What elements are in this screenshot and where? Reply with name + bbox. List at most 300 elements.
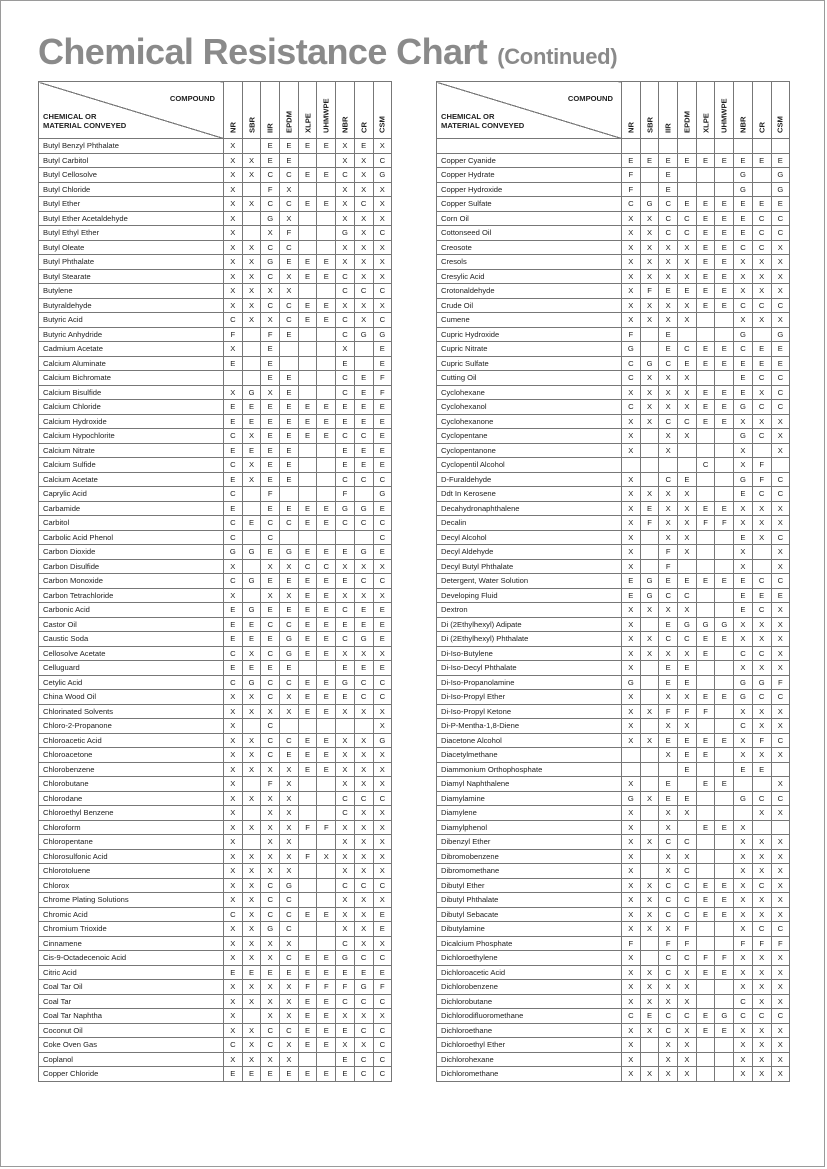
table-row <box>437 458 790 473</box>
rating-cell <box>715 704 734 719</box>
rating-cell: E <box>715 197 734 212</box>
rating-cell <box>752 545 771 560</box>
rating-cell: X <box>752 255 771 270</box>
chemical-name-cell: Chlorobutane <box>39 777 224 792</box>
rating-cell: X <box>659 690 678 705</box>
rating-cell <box>715 936 734 951</box>
rating-cell <box>640 443 659 458</box>
rating-cell: F <box>696 516 715 531</box>
rating-cell: X <box>354 922 373 937</box>
rating-cell <box>317 240 336 255</box>
rating-cell: E <box>373 922 392 937</box>
rating-cell: X <box>242 284 261 299</box>
chemical-name-cell: Carbon Tetrachloride <box>39 588 224 603</box>
rating-cell: E <box>373 458 392 473</box>
rating-cell <box>678 777 697 792</box>
rating-cell: X <box>752 907 771 922</box>
rating-cell: C <box>771 791 790 806</box>
rating-cell: E <box>224 603 243 618</box>
table-row <box>437 820 790 835</box>
table-row <box>437 965 790 980</box>
rating-cell: E <box>373 356 392 371</box>
rating-cell <box>640 342 659 357</box>
rating-cell: E <box>261 429 280 444</box>
rating-cell: C <box>261 269 280 284</box>
rating-cell: X <box>678 994 697 1009</box>
rating-cell <box>640 182 659 197</box>
rating-cell <box>298 661 317 676</box>
rating-cell: G <box>261 255 280 270</box>
rating-cell: E <box>734 356 753 371</box>
rating-cell: X <box>242 269 261 284</box>
rating-cell: E <box>752 197 771 212</box>
rating-cell <box>734 806 753 821</box>
rating-cell: E <box>734 530 753 545</box>
rating-cell: G <box>640 588 659 603</box>
table-row <box>39 661 392 676</box>
rating-cell <box>242 777 261 792</box>
rating-cell <box>317 878 336 893</box>
rating-cell <box>298 936 317 951</box>
rating-cell: E <box>280 661 299 676</box>
rating-cell: E <box>298 516 317 531</box>
rating-cell: C <box>373 675 392 690</box>
rating-cell: E <box>622 574 641 589</box>
rating-cell: E <box>354 414 373 429</box>
rating-cell <box>317 806 336 821</box>
table-header-row <box>437 82 790 139</box>
table-row <box>39 936 392 951</box>
rating-cell: X <box>622 617 641 632</box>
rating-cell: X <box>640 298 659 313</box>
table-row <box>437 661 790 676</box>
rating-cell: C <box>261 298 280 313</box>
rating-cell: E <box>280 603 299 618</box>
rating-cell: E <box>261 153 280 168</box>
rating-cell: E <box>696 878 715 893</box>
rating-cell: E <box>373 617 392 632</box>
rating-cell: E <box>715 385 734 400</box>
rating-cell: G <box>336 501 355 516</box>
rating-cell: C <box>734 342 753 357</box>
rating-cell: X <box>373 762 392 777</box>
rating-cell <box>242 719 261 734</box>
chemical-name-cell: Calcium Sulfide <box>39 458 224 473</box>
rating-cell: E <box>280 748 299 763</box>
rating-cell: C <box>678 632 697 647</box>
rating-cell: E <box>354 661 373 676</box>
rating-cell: X <box>242 893 261 908</box>
rating-cell: X <box>734 864 753 879</box>
table-body <box>437 139 790 1082</box>
rating-cell: C <box>336 632 355 647</box>
rating-cell: C <box>336 936 355 951</box>
table-row <box>39 414 392 429</box>
rating-cell: X <box>771 443 790 458</box>
rating-cell <box>752 139 771 154</box>
rating-cell: X <box>640 878 659 893</box>
rating-cell: F <box>622 327 641 342</box>
chemical-name-cell: Crude Oil <box>437 298 622 313</box>
table-row <box>39 298 392 313</box>
rating-cell: E <box>715 1023 734 1038</box>
rating-cell: X <box>224 385 243 400</box>
rating-cell <box>640 936 659 951</box>
rating-cell: G <box>622 791 641 806</box>
chemical-name-cell: Butyric Acid <box>39 313 224 328</box>
chemical-name-cell: D-Furaldehyde <box>437 472 622 487</box>
rating-cell: C <box>373 574 392 589</box>
table-row <box>437 951 790 966</box>
chemical-name-cell: Butyraldehyde <box>39 298 224 313</box>
chemical-name-cell: Chlorobenzene <box>39 762 224 777</box>
rating-cell: F <box>622 182 641 197</box>
rating-cell: C <box>752 240 771 255</box>
rating-cell: E <box>317 617 336 632</box>
column-header: EPDM <box>678 82 697 139</box>
rating-cell: E <box>336 965 355 980</box>
rating-cell <box>242 559 261 574</box>
rating-cell: C <box>354 675 373 690</box>
rating-cell: E <box>298 994 317 1009</box>
rating-cell: X <box>336 342 355 357</box>
rating-cell: X <box>659 501 678 516</box>
table-row <box>39 545 392 560</box>
rating-cell: E <box>771 153 790 168</box>
rating-cell: E <box>317 545 336 560</box>
rating-cell: X <box>734 907 753 922</box>
rating-cell: E <box>354 458 373 473</box>
rating-cell: E <box>261 472 280 487</box>
rating-cell: E <box>280 385 299 400</box>
rating-cell: C <box>678 878 697 893</box>
rating-cell <box>336 719 355 734</box>
rating-cell: E <box>354 443 373 458</box>
rating-cell: X <box>373 704 392 719</box>
rating-cell: X <box>224 719 243 734</box>
rating-cell: X <box>622 603 641 618</box>
rating-cell <box>242 342 261 357</box>
rating-cell <box>280 719 299 734</box>
rating-cell: E <box>317 1023 336 1038</box>
rating-cell: C <box>752 400 771 415</box>
chemical-name-cell: Dibutylamine <box>437 922 622 937</box>
rating-cell: C <box>659 951 678 966</box>
rating-cell: X <box>622 211 641 226</box>
chemical-name-cell: Dichlorobutane <box>437 994 622 1009</box>
rating-cell <box>696 487 715 502</box>
rating-cell: C <box>771 472 790 487</box>
rating-cell: E <box>373 661 392 676</box>
rating-cell: X <box>659 922 678 937</box>
rating-cell <box>354 356 373 371</box>
rating-cell <box>696 806 715 821</box>
rating-cell: X <box>659 849 678 864</box>
rating-cell: C <box>752 211 771 226</box>
rating-cell: C <box>354 429 373 444</box>
rating-cell <box>696 603 715 618</box>
rating-cell: X <box>336 893 355 908</box>
rating-cell: X <box>771 878 790 893</box>
rating-cell: X <box>752 719 771 734</box>
rating-cell: C <box>261 690 280 705</box>
rating-cell: C <box>659 1009 678 1024</box>
chemical-name-cell: Caustic Soda <box>39 632 224 647</box>
rating-cell: E <box>354 400 373 415</box>
rating-cell: X <box>373 936 392 951</box>
rating-cell: X <box>734 632 753 647</box>
rating-cell: G <box>336 951 355 966</box>
rating-cell: E <box>373 501 392 516</box>
rating-cell: E <box>336 574 355 589</box>
rating-cell: C <box>261 1038 280 1053</box>
rating-cell: C <box>373 791 392 806</box>
rating-cell: C <box>354 951 373 966</box>
rating-cell: X <box>336 197 355 212</box>
rating-cell <box>317 211 336 226</box>
table-row <box>437 748 790 763</box>
rating-cell <box>678 458 697 473</box>
rating-cell: X <box>771 994 790 1009</box>
header-diagonal-cell <box>437 82 622 139</box>
table-row <box>39 226 392 241</box>
rating-cell: C <box>261 907 280 922</box>
rating-cell <box>715 864 734 879</box>
rating-cell: X <box>734 284 753 299</box>
chemical-name-cell: Butyl Benzyl Phthalate <box>39 139 224 154</box>
rating-cell: G <box>280 878 299 893</box>
rating-cell: C <box>224 458 243 473</box>
compound-label: COMPOUND <box>567 94 613 103</box>
rating-cell: E <box>317 632 336 647</box>
rating-cell: G <box>354 327 373 342</box>
rating-cell: X <box>224 777 243 792</box>
chemical-name-cell: Calcium Bichromate <box>39 371 224 386</box>
rating-cell: X <box>622 429 641 444</box>
rating-cell <box>640 545 659 560</box>
rating-cell: E <box>298 501 317 516</box>
rating-cell <box>298 878 317 893</box>
chemical-name-cell: Diammonium Orthophosphate <box>437 762 622 777</box>
rating-cell: X <box>622 443 641 458</box>
rating-cell: C <box>354 1052 373 1067</box>
rating-cell: C <box>659 965 678 980</box>
rating-cell <box>317 791 336 806</box>
rating-cell: E <box>317 429 336 444</box>
table-row <box>437 878 790 893</box>
rating-cell: F <box>715 516 734 531</box>
table-row <box>437 646 790 661</box>
rating-cell: X <box>622 733 641 748</box>
rating-cell: E <box>734 153 753 168</box>
rating-cell: X <box>242 472 261 487</box>
rating-cell: E <box>734 574 753 589</box>
table-row <box>39 820 392 835</box>
rating-cell: F <box>622 168 641 183</box>
rating-cell: E <box>678 153 697 168</box>
rating-cell: E <box>298 400 317 415</box>
rating-cell: E <box>336 617 355 632</box>
rating-cell: E <box>224 414 243 429</box>
table-row <box>437 893 790 908</box>
rating-cell: X <box>261 849 280 864</box>
rating-cell: E <box>280 1067 299 1082</box>
table-row <box>39 371 392 386</box>
table-row <box>39 907 392 922</box>
column-header: IIR <box>261 82 280 139</box>
rating-cell <box>640 762 659 777</box>
rating-cell: X <box>678 298 697 313</box>
rating-cell: E <box>354 965 373 980</box>
rating-cell: E <box>696 400 715 415</box>
rating-cell: X <box>354 733 373 748</box>
rating-cell: X <box>734 661 753 676</box>
rating-cell: X <box>659 530 678 545</box>
chemical-name-cell: Carbitol <box>39 516 224 531</box>
rating-cell: E <box>696 632 715 647</box>
rating-cell: E <box>336 1067 355 1082</box>
rating-cell: E <box>317 516 336 531</box>
rating-cell: C <box>354 1023 373 1038</box>
rating-cell: E <box>317 1038 336 1053</box>
rating-cell: C <box>280 617 299 632</box>
rating-cell: C <box>261 646 280 661</box>
rating-cell: X <box>622 1038 641 1053</box>
rating-cell: E <box>734 762 753 777</box>
rating-cell: G <box>280 632 299 647</box>
rating-cell: E <box>622 153 641 168</box>
rating-cell: E <box>242 443 261 458</box>
rating-cell <box>317 371 336 386</box>
rating-cell <box>242 211 261 226</box>
rating-cell: E <box>715 574 734 589</box>
table-body <box>39 139 392 1082</box>
rating-cell: E <box>317 951 336 966</box>
chemical-name-cell: Diacetylmethane <box>437 748 622 763</box>
rating-cell <box>640 327 659 342</box>
rating-cell: X <box>373 893 392 908</box>
rating-cell <box>696 1038 715 1053</box>
rating-cell: E <box>317 313 336 328</box>
rating-cell: X <box>734 414 753 429</box>
rating-cell: E <box>242 661 261 676</box>
rating-cell: C <box>224 1038 243 1053</box>
rating-cell: C <box>280 240 299 255</box>
rating-cell: C <box>373 153 392 168</box>
rating-cell: G <box>734 791 753 806</box>
rating-cell: X <box>771 719 790 734</box>
rating-cell <box>659 762 678 777</box>
rating-cell: C <box>336 269 355 284</box>
table-row <box>39 588 392 603</box>
rating-cell: X <box>242 1052 261 1067</box>
rating-cell: E <box>261 371 280 386</box>
chemical-name-cell: Cyclopentanone <box>437 443 622 458</box>
rating-cell <box>640 139 659 154</box>
rating-cell: X <box>373 864 392 879</box>
rating-cell: E <box>696 646 715 661</box>
rating-cell <box>715 458 734 473</box>
table-row <box>437 588 790 603</box>
chemical-name-cell: Cyclopentane <box>437 429 622 444</box>
rating-cell: C <box>752 1009 771 1024</box>
chemical-name-cell: Chloro-2-Propanone <box>39 719 224 734</box>
rating-cell: C <box>354 516 373 531</box>
rating-cell: E <box>317 400 336 415</box>
table-row <box>39 719 392 734</box>
rating-cell: F <box>678 936 697 951</box>
rating-cell: X <box>752 501 771 516</box>
rating-cell <box>696 719 715 734</box>
rating-cell: C <box>261 530 280 545</box>
rating-cell: E <box>696 965 715 980</box>
rating-cell <box>640 168 659 183</box>
chemical-name-cell: Carbon Dioxide <box>39 545 224 560</box>
rating-cell: X <box>622 530 641 545</box>
rating-cell: C <box>336 429 355 444</box>
rating-cell <box>696 849 715 864</box>
table-row <box>39 269 392 284</box>
chemical-name-cell: Caprylic Acid <box>39 487 224 502</box>
rating-cell: X <box>752 661 771 676</box>
rating-cell: X <box>242 748 261 763</box>
rating-cell: C <box>317 559 336 574</box>
rating-cell <box>771 762 790 777</box>
resistance-table-right <box>436 81 790 1082</box>
rating-cell: E <box>280 371 299 386</box>
rating-cell: X <box>336 646 355 661</box>
column-header: NR <box>622 82 641 139</box>
rating-cell: E <box>373 429 392 444</box>
chemical-name-cell: Chloropentane <box>39 835 224 850</box>
rating-cell: X <box>771 632 790 647</box>
chemical-name-cell: Di-P-Mentha-1,8-Diene <box>437 719 622 734</box>
rating-cell: E <box>696 342 715 357</box>
rating-cell: E <box>336 443 355 458</box>
rating-cell <box>298 1052 317 1067</box>
chemical-name-cell: Celluguard <box>39 661 224 676</box>
chemical-name-cell: Chromium Trioxide <box>39 922 224 937</box>
rating-cell: X <box>354 182 373 197</box>
rating-cell: X <box>622 806 641 821</box>
table-row <box>437 704 790 719</box>
table-row <box>39 733 392 748</box>
rating-cell: E <box>734 211 753 226</box>
rating-cell: X <box>771 429 790 444</box>
rating-cell: E <box>373 603 392 618</box>
rating-cell: X <box>336 559 355 574</box>
rating-cell: X <box>336 588 355 603</box>
rating-cell: E <box>317 269 336 284</box>
rating-cell <box>696 936 715 951</box>
rating-cell: X <box>734 559 753 574</box>
rating-cell: X <box>752 1052 771 1067</box>
chemical-name-cell: Chlorosulfonic Acid <box>39 849 224 864</box>
rating-cell: E <box>317 1009 336 1024</box>
chemical-name-cell: Butyl Ether <box>39 197 224 212</box>
rating-cell: G <box>354 501 373 516</box>
rating-cell: E <box>752 356 771 371</box>
chemical-name-cell <box>437 139 622 154</box>
rating-cell: G <box>373 733 392 748</box>
table-row <box>437 733 790 748</box>
rating-cell: E <box>298 1009 317 1024</box>
rating-cell <box>298 922 317 937</box>
rating-cell: X <box>336 298 355 313</box>
rating-cell: X <box>640 733 659 748</box>
rating-cell: X <box>734 255 753 270</box>
rating-cell: X <box>678 516 697 531</box>
